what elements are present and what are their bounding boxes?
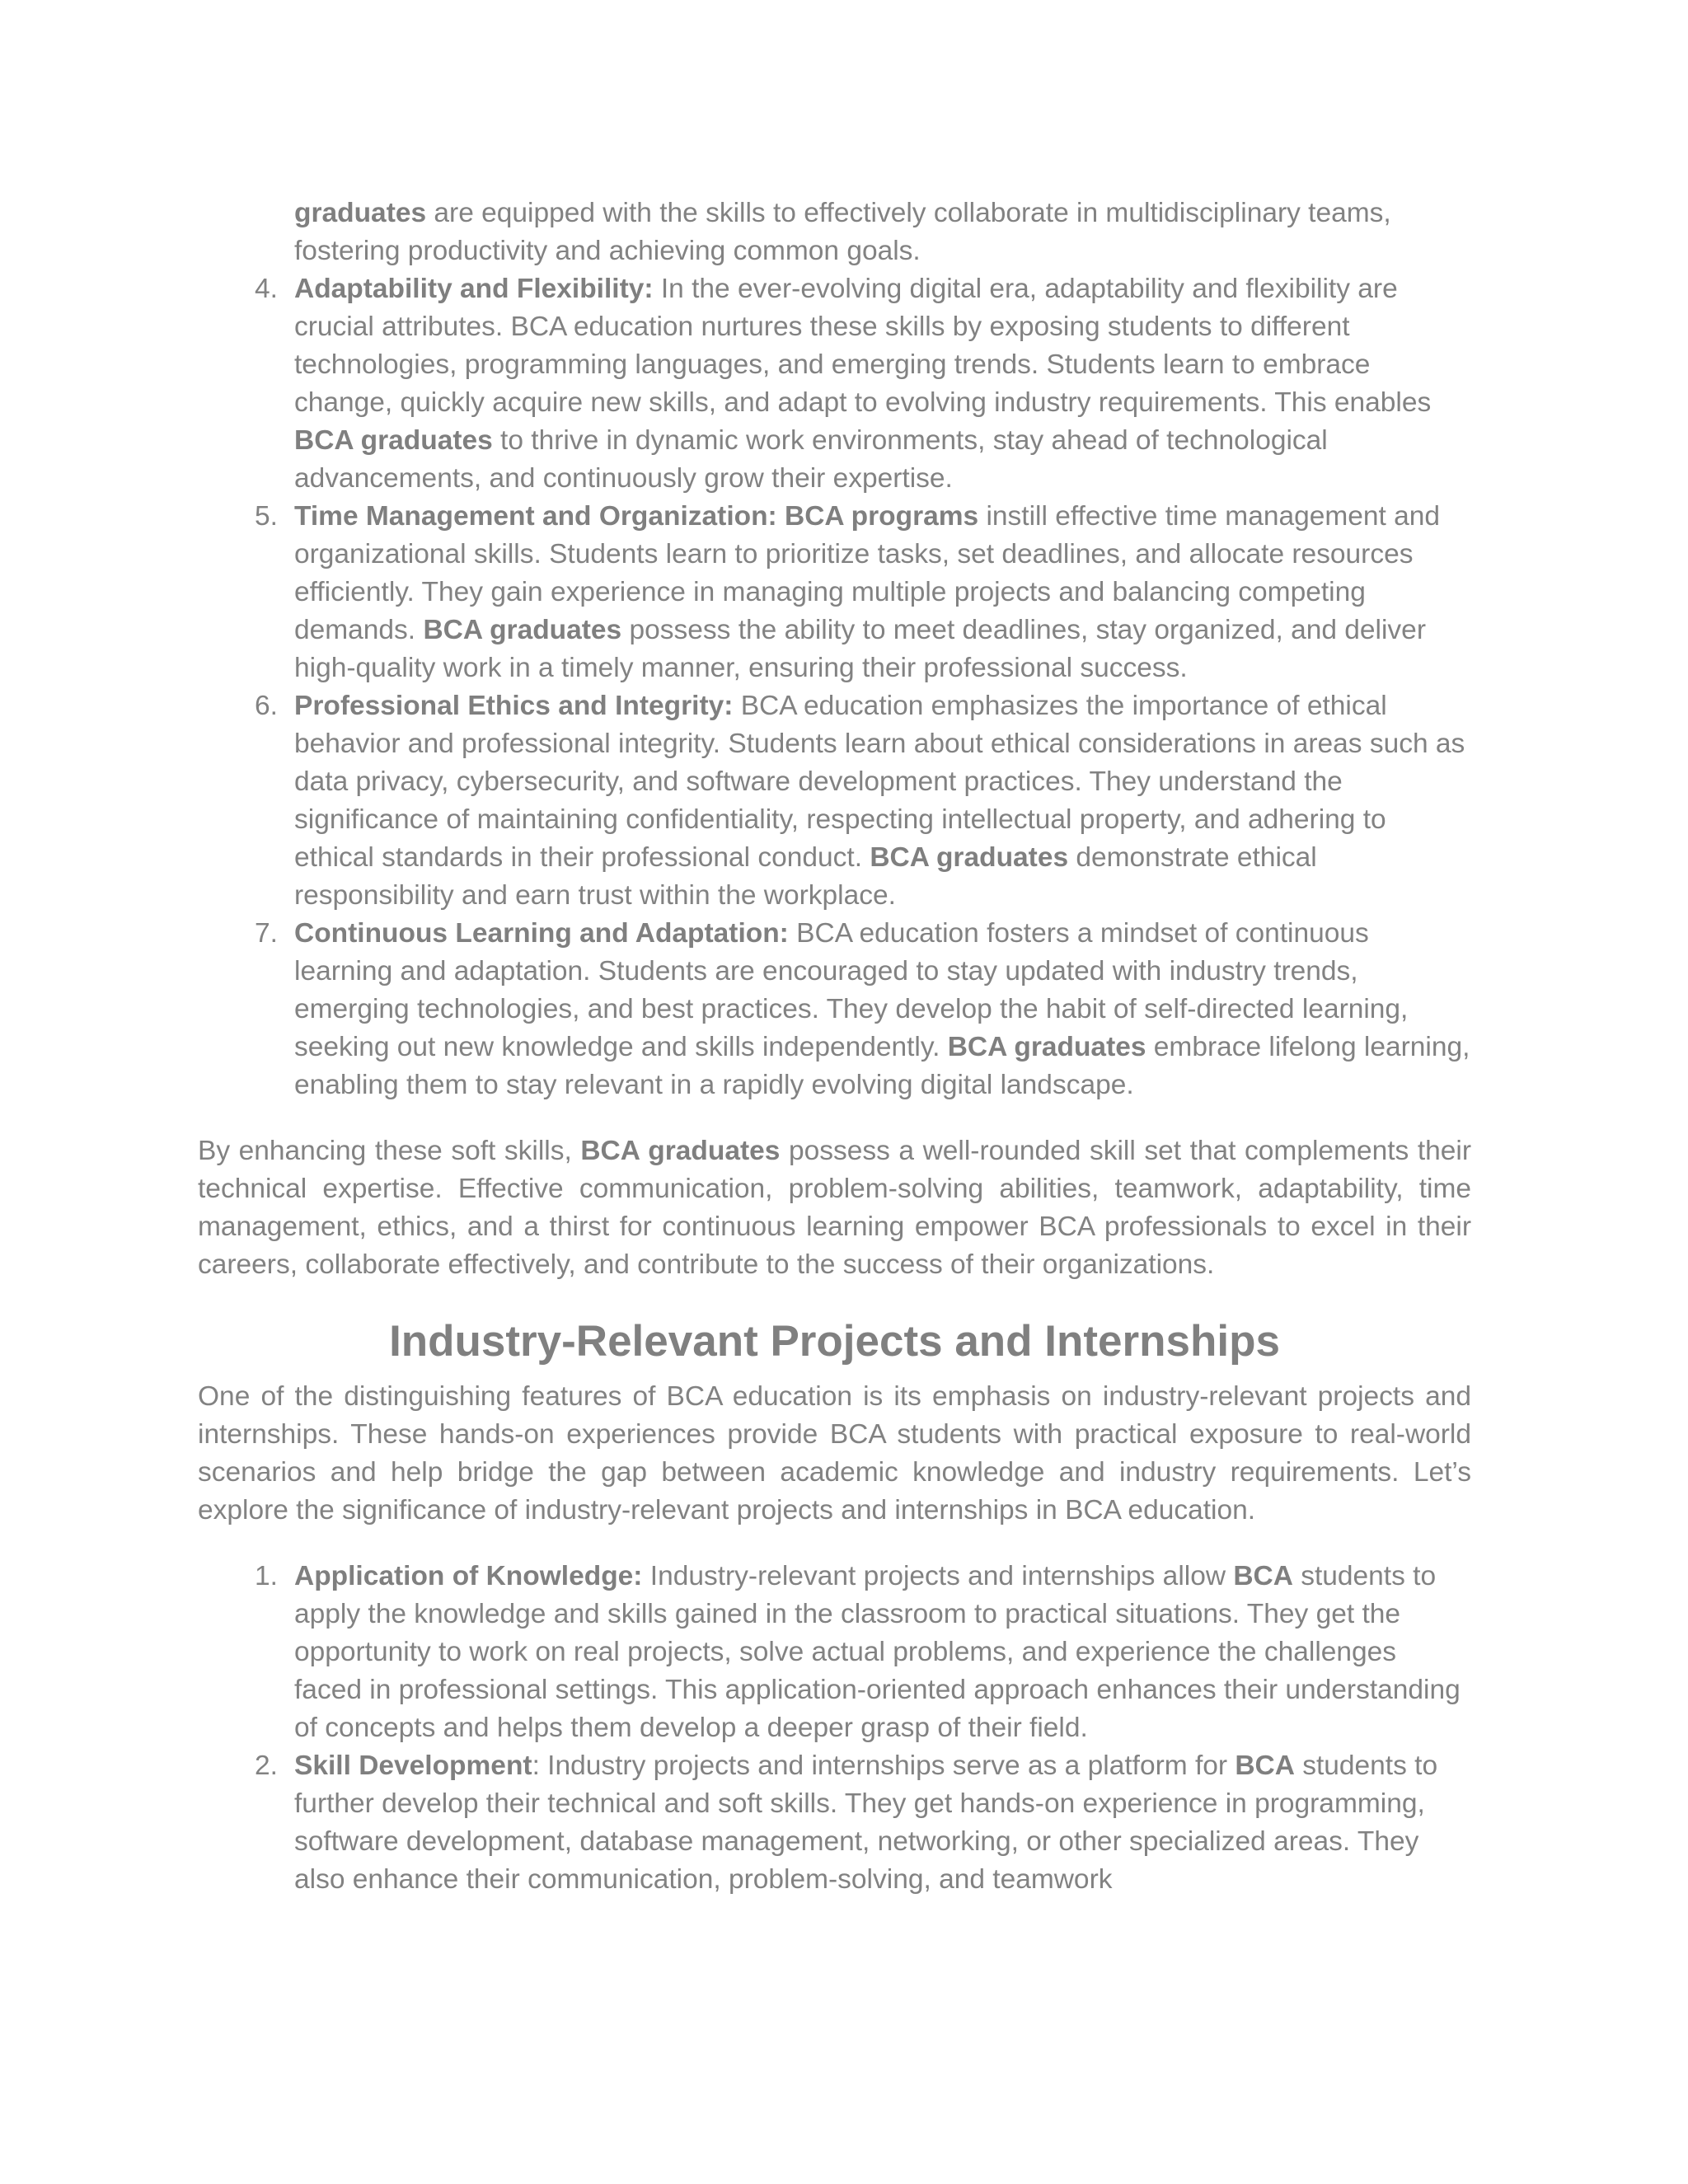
section-heading: Industry-Relevant Projects and Internships	[389, 1317, 1280, 1366]
item-title: Adaptability and Flexibility:	[294, 274, 654, 304]
item-title: Skill Development	[294, 1750, 532, 1781]
body-text: Industry-relevant projects and internships allow	[642, 1561, 1234, 1591]
item-title: Time Management and Organization: BCA programs	[294, 501, 979, 532]
list-number: 7.	[255, 918, 278, 949]
bold-text: BCA graduates	[947, 1032, 1146, 1062]
body-text: embrace lifelong learning, enabling them to stay relevant in a rapidly evolving digital landscape.	[294, 1032, 1470, 1100]
body-text: are equipped with the skills to effectively collaborate in multidisciplinary teams, fostering productivity and achieving common goals.	[294, 198, 1391, 266]
bold-text: BCA	[1233, 1561, 1293, 1591]
intro-paragraph: One of the distinguishing features of BCA education is its emphasis on industry-relevant projects and internships. These hands-on experiences provide BCA students with practical exposure to real-world scenarios and help bridge the gap between academic knowledge and industry requirements. Let’s explore the significance of industry-relevant projects and internships in BCA education.	[198, 1381, 1471, 1526]
body-text: In the ever-evolving digital era, adaptability and flexibility are crucial attributes. BCA education nurtures these skills by exposing students to different technologies, programming languages, and emerging trends. Students learn to embrace change, quickly acquire new skills, and adapt to evolving industry requirements. This enables	[294, 274, 1432, 418]
body-text: By enhancing these soft skills,	[198, 1136, 581, 1166]
list-item-continuous-learning	[198, 915, 1471, 1104]
projects-list	[198, 1558, 1471, 1899]
list-number: 1.	[255, 1561, 278, 1591]
soft-skills-list	[198, 194, 1471, 1104]
page-content	[198, 194, 1471, 1899]
list-item-time-management	[198, 498, 1471, 687]
body-text: demonstrate ethical responsibility and earn trust within the workplace.	[294, 842, 1317, 911]
summary-paragraph	[198, 1132, 1471, 1284]
body-text: BCA education emphasizes the importance of ethical behavior and professional integrity. Students learn about ethical considerations in areas such as data privacy, cybersecurity, and software development practices. They understand the significance of maintaining confidentiality, respecting intellectual property, and adhering to ethical standards in their professional conduct.	[294, 691, 1465, 873]
list-number: 6.	[255, 691, 278, 721]
list-item-continuation	[198, 194, 1471, 270]
bold-text: BCA graduates	[423, 615, 622, 645]
body-text: to thrive in dynamic work environments, stay ahead of technological advancements, and continuously grow their expertise.	[294, 425, 1328, 494]
bold-text: graduates	[294, 198, 427, 228]
list-item-application-of-knowledge	[198, 1558, 1471, 1747]
body-text: instill effective time management and organizational skills. Students learn to prioritize tasks, set deadlines, and allocate resources efficiently. They gain experience in managing multiple projects and balancing competing demands.	[294, 501, 1441, 645]
bold-text: BCA graduates	[294, 425, 493, 456]
list-item-adaptability	[198, 270, 1471, 498]
list-item-skill-development	[198, 1747, 1471, 1899]
item-title: Continuous Learning and Adaptation:	[294, 918, 789, 949]
body-text: students to further develop their technical and soft skills. They get hands-on experience in programming, software development, database management, networking, or other specialized areas. They also enhance their communication, problem-solving, and teamwork	[294, 1750, 1438, 1895]
body-text: : Industry projects and internships serve as a platform for	[532, 1750, 1236, 1781]
bold-text: BCA graduates	[580, 1136, 781, 1166]
item-title: Professional Ethics and Integrity:	[294, 691, 734, 721]
list-number: 2.	[255, 1750, 278, 1781]
body-text: possess a well-rounded skill set that complements their technical expertise. Effective communication, problem-solving abilities, teamwork, adaptability, time management, ethics, and a thirst for continuous learning empower BCA professionals to excel in their careers, collaborate effectively, and contribute to the success of their organizations.	[198, 1136, 1471, 1280]
body-text: BCA education fosters a mindset of continuous learning and adaptation. Students are encouraged to stay updated with industry trends, emerging technologies, and best practices. They develop the habit of self-directed learning, seeking out new knowledge and skills independently.	[294, 918, 1409, 1062]
list-number: 4.	[255, 274, 278, 304]
list-item-ethics	[198, 687, 1471, 915]
bold-text: BCA graduates	[870, 842, 1069, 873]
bold-text: BCA	[1235, 1750, 1295, 1781]
body-text: possess the ability to meet deadlines, stay organized, and deliver high-quality work in a timely manner, ensuring their professional success.	[294, 615, 1426, 683]
list-number: 5.	[255, 501, 278, 532]
body-text: students to apply the knowledge and skills gained in the classroom to practical situations. They get the opportunity to work on real projects, solve actual problems, and experience the challenges faced in professional settings. This application-oriented approach enhances their understanding of concepts and helps them develop a deeper grasp of their field.	[294, 1561, 1461, 1743]
item-title: Application of Knowledge:	[294, 1561, 643, 1591]
